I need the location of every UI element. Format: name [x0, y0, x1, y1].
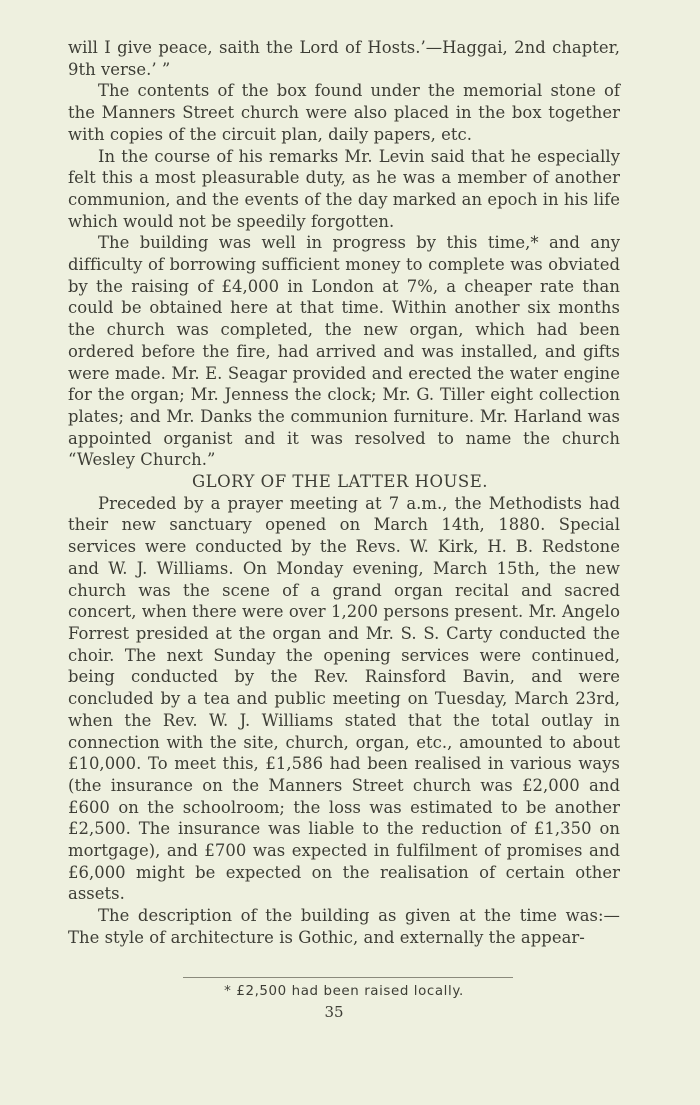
paragraph-description: The description of the building as given at the time was:— The style of architecture is Gothic, and externally the appear- — [68, 906, 620, 947]
footnote: * £2,500 had been raised locally. — [224, 984, 464, 999]
section-heading: GLORY OF THE LATTER HOUSE. — [191, 472, 489, 492]
paragraph-memorial-box: The contents of the box found under the memorial stone of the Manners Street church were also placed in the box together with copies of the circuit plan, daily papers, etc. — [68, 81, 620, 144]
page-body — [68, 37, 620, 949]
paragraph-verse-end: will I give peace, saith the Lord of Hosts.’—Haggai, 2nd chapter, 9th verse.’ ” — [68, 38, 620, 79]
paragraph-building-progress: The building was well in progress by this time,* and any difficulty of borrowing sufficient money to complete was obviated by the raising of £4,000 in London at 7%, a cheaper rate than could be obtained here at that time. Within another six months the church was completed, the new organ, which had been ordered before the fire, had arrived and was installed, and gifts were made. Mr. E. Seagar provided and erected the water engine for the organ; Mr. Jenness the clock; Mr. G. Tiller eight collection plates; and Mr. Danks the communion furniture. Mr. Harland was appointed organist and it was resolved to name the church “Wesley Church.” — [68, 233, 620, 470]
paragraph-levin-remarks: In the course of his remarks Mr. Levin said that he especially felt this a most pleasurable duty, as he was a member of another communion, and the events of the day marked an epoch in his life which would not be speedily forgotten. — [68, 146, 620, 231]
footnote-divider — [183, 977, 513, 978]
paragraph-opening-services: Preceded by a prayer meeting at 7 a.m., the Methodists had their new sanctuary opened on March 14th, 1880. Special services were conducted by the Revs. W. Kirk, H. B. Redstone and W. J. Williams. On Monday evening, March 15th, the new church was the scene of a grand organ recital and sacred concert, when there were over 1,200 persons present. Mr. Angelo Forrest presided at the organ and Mr. S. S. Carty conducted the choir. The next Sunday the opening services were continued, being conducted by the Rev. Rainsford Bavin, and were concluded by a tea and public meeting on Tuesday, March 23rd, when the Rev. W. J. Williams stated that the total outlay in connection with the site, church, organ, etc., amounted to about £10,000. To meet this, £1,586 had been realised in various ways (the insurance on the Manners Street church was £2,000 and £600 on the schoolroom; the loss was estimated to be another £2,500. The insurance was liable to the reduction of £1,350 on mortgage), and £700 was expected in fulfilment of promises and £6,000 might be expected on the realisation of certain other assets. — [68, 493, 620, 904]
page-number: 35 — [324, 1003, 344, 1021]
